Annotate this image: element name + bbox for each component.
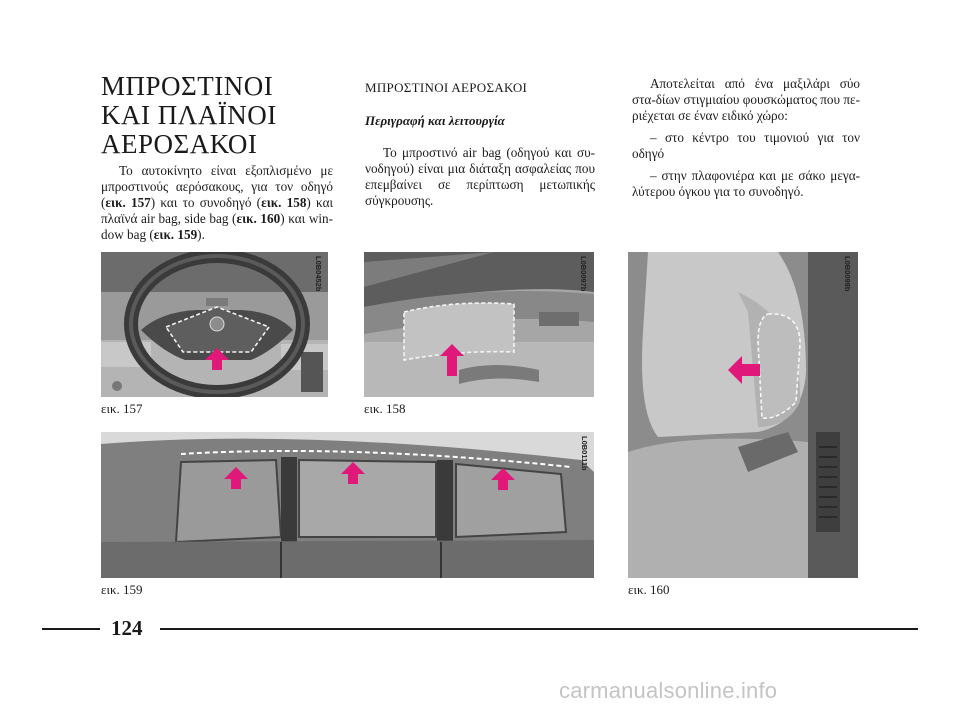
watermark: carmanualsonline.info [559, 678, 778, 703]
page-title [101, 72, 341, 159]
caption-160: εικ. 160 [628, 582, 670, 597]
steering-wheel-illustration [101, 252, 328, 397]
caption-157: εικ. 157 [101, 401, 143, 416]
footer-rule-right [160, 628, 918, 630]
figure-code: L0B0099b [843, 256, 852, 292]
title-line-1: ΜΠΡΟΣΤΙΝΟΙ [101, 71, 274, 101]
title-line-2: ΚΑΙ ΠΛΑΪΝΟΙ [101, 100, 277, 130]
fig-ref-158: εικ. 158 [261, 195, 307, 210]
figure-157-steering-wheel [101, 252, 328, 397]
page-number: 124 [111, 616, 143, 640]
intro-paragraph [101, 163, 333, 243]
intro-text: ) και το συνοδηγό ( [150, 195, 262, 210]
section-heading: ΜΠΡΟΣΤΙΝΟΙ ΑΕΡΟΣΑΚΟΙ [365, 80, 528, 95]
dashboard-illustration [364, 252, 594, 397]
right-paragraph-1: Αποτελείται από ένα μαξιλάρι σύο στα-δίων στιγμιαίου φουσκώματος που πε-ριέχεται σε έναν ειδικό χώρο: [632, 76, 860, 123]
title-line-3: ΑΕΡΟΣΑΚΟΙ [101, 129, 258, 159]
intro-text: ) και win-dow bag ( [101, 211, 333, 242]
car-side-illustration [101, 432, 594, 578]
fig-ref-159: εικ. 159 [153, 227, 198, 242]
intro-text: ) και πλαϊνά air bag, side bag ( [101, 195, 334, 226]
footer-rule-left [42, 628, 100, 630]
intro-text: Το αυτοκίνητο είναι εξοπλισμένο με μπροστινούς αερόσακους, για τον οδηγό ( [101, 163, 333, 210]
caption-158: εικ. 158 [364, 401, 406, 416]
fig-ref-157: εικ. 157 [105, 195, 151, 210]
figure-158-dashboard [364, 252, 594, 397]
section-paragraph: Το μπροστινό air bag (οδηγού και συ-νοδηγού) είναι μια διάταξη ασφαλείας που επεμβαίνει σε περίπτωση μετωπικής σύγκρουσης. [365, 145, 595, 208]
figure-code: L0B0111b [580, 436, 589, 471]
fig-ref-160: εικ. 160 [236, 211, 281, 226]
section-subheading: Περιγραφή και λειτουργία [365, 113, 505, 128]
right-paragraph-2: – στο κέντρο του τιμονιού για τον οδηγό [632, 130, 860, 161]
caption-159: εικ. 159 [101, 582, 143, 597]
intro-text: ). [197, 227, 205, 242]
figure-159-window-bag [101, 432, 594, 578]
right-paragraph-3: – στην πλαφονιέρα και με σάκο μεγα-λύτερου όγκου για το συνοδηγό. [632, 168, 860, 199]
right-column [632, 76, 860, 206]
figure-code: L0B0097b [579, 256, 588, 292]
seat-illustration [628, 252, 858, 578]
figure-160-seat-side-bag [628, 252, 858, 578]
figure-code: L0B0452b [314, 256, 323, 292]
